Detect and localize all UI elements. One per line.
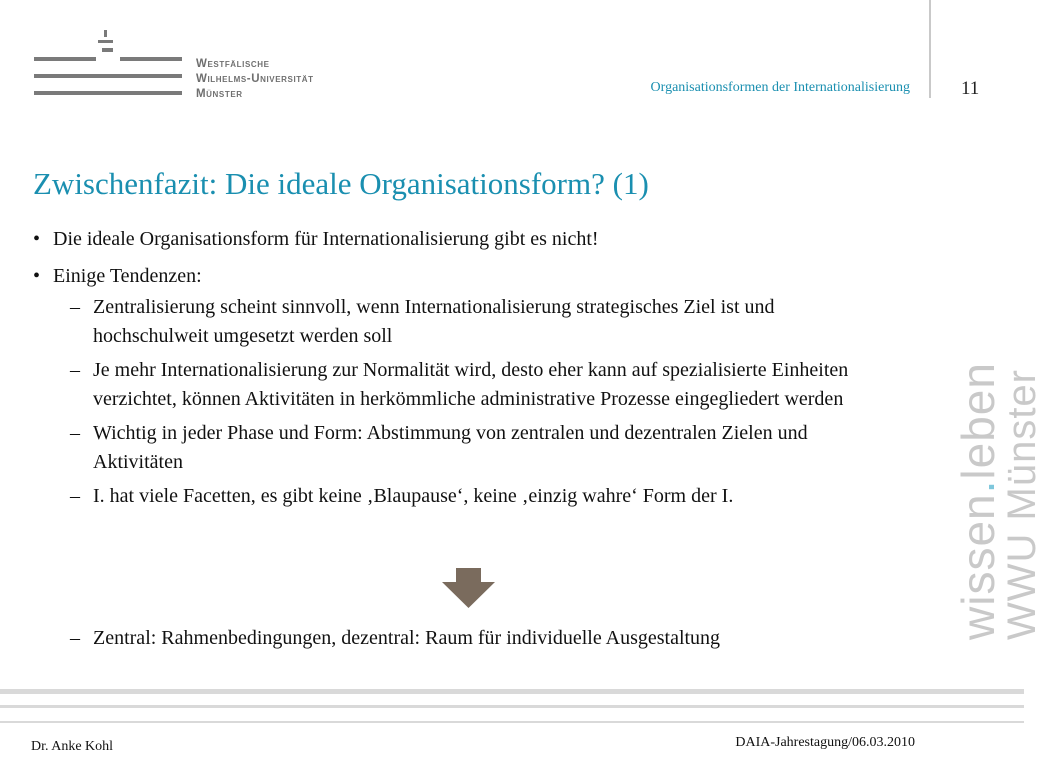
conclusion-mark: – (70, 627, 80, 649)
slide-title: Zwischenfazit: Die ideale Organisationsform? (1) (33, 166, 649, 201)
sub-bullet-text: I. hat viele Facetten, es gibt keine ‚Blaupause‘, keine ‚einzig wahre‘ Form der I. (93, 485, 734, 507)
header-divider (929, 0, 931, 98)
watermark-dot: . (952, 479, 1004, 494)
bullet-text: Die ideale Organisationsform für Internationalisierung gibt es nicht! (53, 228, 599, 250)
bullet-item (33, 225, 913, 254)
footer-event: DAIA-Jahrestagung/06.03.2010 (735, 735, 915, 750)
watermark-line-1 (952, 340, 1004, 640)
slide-body (33, 225, 913, 516)
footer-author: Dr. Anke Kohl (31, 739, 114, 754)
bullet-text: Einige Tendenzen: (53, 265, 202, 287)
sub-bullet-item (70, 293, 913, 351)
sub-bullet-text: Je mehr Internationalisierung zur Normalität wird, desto eher kann auf spezialisierte Einheiten verzichtet, können Aktivitäten in herkömmliche administrative Prozesse eingegliedert werden (93, 359, 849, 410)
university-line-3: Münster (196, 88, 243, 100)
header-topic: Organisationsformen der Internationalisierung (650, 80, 910, 95)
university-line-1: Westfälische (196, 58, 270, 70)
university-name (196, 57, 314, 102)
conclusion-item (70, 624, 720, 653)
watermark-word-1: wissen (952, 493, 1004, 640)
footer-divider (0, 689, 1024, 694)
footer-divider (0, 705, 1024, 708)
watermark-word-2: leben (952, 362, 1004, 480)
sub-bullet-text: Zentralisierung scheint sinnvoll, wenn Internationalisierung strategisches Ziel ist und hochschulweit umgesetzt werden soll (93, 296, 775, 347)
sub-bullet-mark: – (70, 359, 80, 381)
sub-bullet-mark: – (70, 296, 80, 318)
bullet-mark: • (33, 228, 41, 250)
university-line-2: Wilhelms-Universität (196, 73, 314, 85)
bullet-item (33, 262, 913, 291)
sub-bullet-item (70, 419, 913, 477)
conclusion-text: Zentral: Rahmenbedingungen, dezentral: Raum für individuelle Ausgestaltung (93, 627, 721, 649)
bullet-mark: • (33, 265, 41, 287)
sub-bullet-mark: – (70, 485, 80, 507)
footer-divider (0, 721, 1024, 723)
university-logo-icon (34, 30, 184, 100)
sub-bullet-item (70, 482, 913, 511)
watermark-line-2: WWU Münster (1000, 369, 1044, 640)
sub-bullet-item (70, 356, 913, 414)
page-number: 11 (961, 78, 980, 99)
down-arrow-icon (442, 568, 495, 608)
side-watermark (952, 340, 1044, 640)
sub-bullet-text: Wichtig in jeder Phase und Form: Abstimmung von zentralen und dezentralen Zielen und Aktivitäten (93, 422, 808, 473)
sub-bullet-mark: – (70, 422, 80, 444)
